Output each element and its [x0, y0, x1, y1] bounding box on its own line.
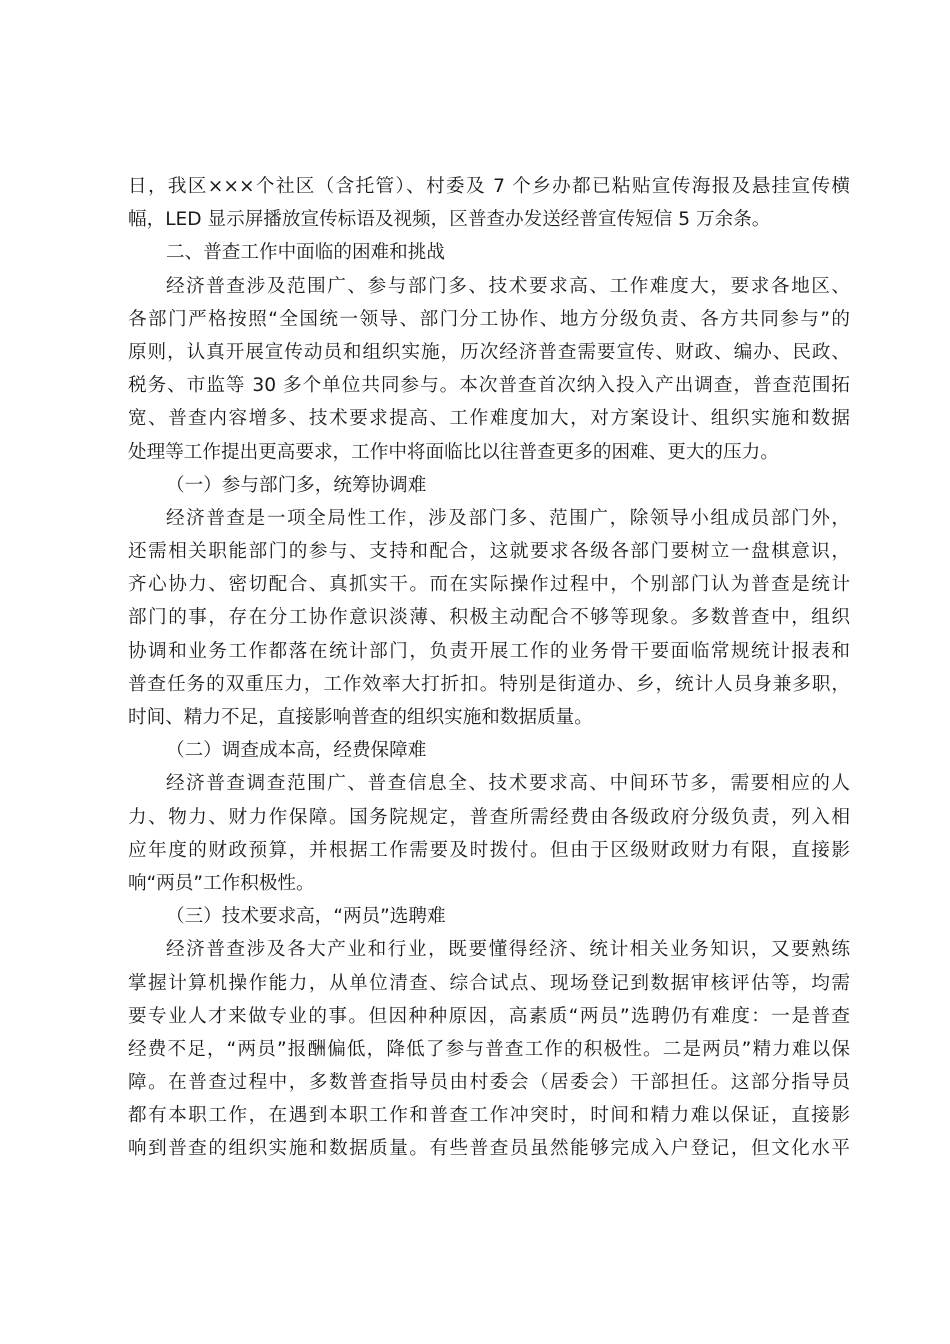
text-line: 幅，LED 显示屏播放宣传标语及视频，区普查办发送经普宣传短信 5 万余条。 — [128, 209, 771, 231]
body-paragraph — [128, 170, 850, 236]
text-line: 部门的事，存在分工协作意识淡薄、积极主动配合不够等现象。多数普查中，组织 — [128, 607, 850, 629]
text-line: 宽、普查内容增多、技术要求提高、工作难度加大，对方案设计、组织实施和数据 — [128, 408, 850, 430]
body-paragraph — [128, 933, 850, 1165]
document-page — [128, 170, 850, 1166]
body-paragraph — [128, 502, 850, 734]
text-line: 掌握计算机操作能力，从单位清查、综合试点、现场登记到数据审核评估等，均需 — [128, 972, 850, 994]
text-line: 处理等工作提出更高要求，工作中将面临比以往普查更多的困难、更大的压力。 — [128, 441, 779, 463]
text-line: 响到普查的组织实施和数据质量。有些普查员虽然能够完成入户登记，但文化水平 — [128, 1138, 850, 1160]
text-line: 税务、市监等 30 多个单位共同参与。本次普查首次纳入投入产出调查，普查范围拓 — [128, 375, 850, 397]
text-line: 各部门严格按照“全国统一领导、部门分工协作、地方分级负责、各方共同参与”的 — [128, 308, 850, 330]
text-line: 经济普查涉及范围广、参与部门多、技术要求高、工作难度大，要求各地区、 — [166, 275, 850, 297]
subsection-heading — [128, 734, 850, 767]
text-line: 要专业人才来做专业的事。但因种种原因，高素质“两员”选聘仍有难度：一是普查 — [128, 1005, 850, 1027]
text-line: 经济普查涉及各大产业和行业，既要懂得经济、统计相关业务知识，又要熟练 — [166, 939, 850, 961]
text-line: 普查任务的双重压力，工作效率大打折扣。特别是街道办、乡，统计人员身兼多职， — [128, 673, 850, 695]
text-line: 还需相关职能部门的参与、支持和配合，这就要求各级各部门要树立一盘棋意识， — [128, 541, 850, 563]
heading-text: （三）技术要求高，“两员”选聘难 — [166, 906, 446, 928]
text-line: 经费不足，“两员”报酬偏低，降低了参与普查工作的积极性。二是两员”精力难以保 — [128, 1038, 850, 1060]
subsection-heading — [128, 469, 850, 502]
heading-text: （一）参与部门多，统筹协调难 — [166, 474, 427, 496]
text-line: 原则，认真开展宣传动员和组织实施，历次经济普查需要宣传、财政、编办、民政、 — [128, 341, 850, 363]
heading-text: 二、普查工作中面临的困难和挑战 — [166, 242, 445, 264]
body-paragraph — [128, 270, 850, 469]
text-line: 协调和业务工作都落在统计部门，负责开展工作的业务骨干要面临常规统计报表和 — [128, 640, 850, 662]
text-line: 时间、精力不足，直接影响普查的组织实施和数据质量。 — [128, 707, 593, 728]
text-line: 经济普查是一项全局性工作，涉及部门多、范围广，除领导小组成员部门外， — [166, 507, 850, 529]
section-heading — [128, 236, 850, 269]
subsection-heading — [128, 900, 850, 933]
text-line: 应年度的财政预算，并根据工作需要及时拨付。但由于区级财政财力有限，直接影 — [128, 839, 850, 861]
text-line: 响“两员”工作积极性。 — [128, 872, 315, 894]
text-line: 齐心协力、密切配合、真抓实干。而在实际操作过程中，个别部门认为普查是统计 — [128, 574, 850, 596]
text-line: 日，我区×××个社区（含托管）、村委及 7 个乡办都已粘贴宣传海报及悬挂宣传横 — [128, 176, 850, 197]
body-paragraph — [128, 767, 850, 900]
text-line: 都有本职工作，在遇到本职工作和普查工作冲突时，时间和精力难以保证，直接影 — [128, 1105, 850, 1127]
text-line: 力、物力、财力作保障。国务院规定，普查所需经费由各级政府分级负责，列入相 — [128, 806, 850, 828]
text-line: 障。在普查过程中，多数普查指导员由村委会（居委会）干部担任。这部分指导员 — [128, 1072, 850, 1094]
text-line: 经济普查调查范围广、普查信息全、技术要求高、中间环节多，需要相应的人 — [166, 773, 850, 795]
heading-text: （二）调查成本高，经费保障难 — [166, 740, 427, 762]
